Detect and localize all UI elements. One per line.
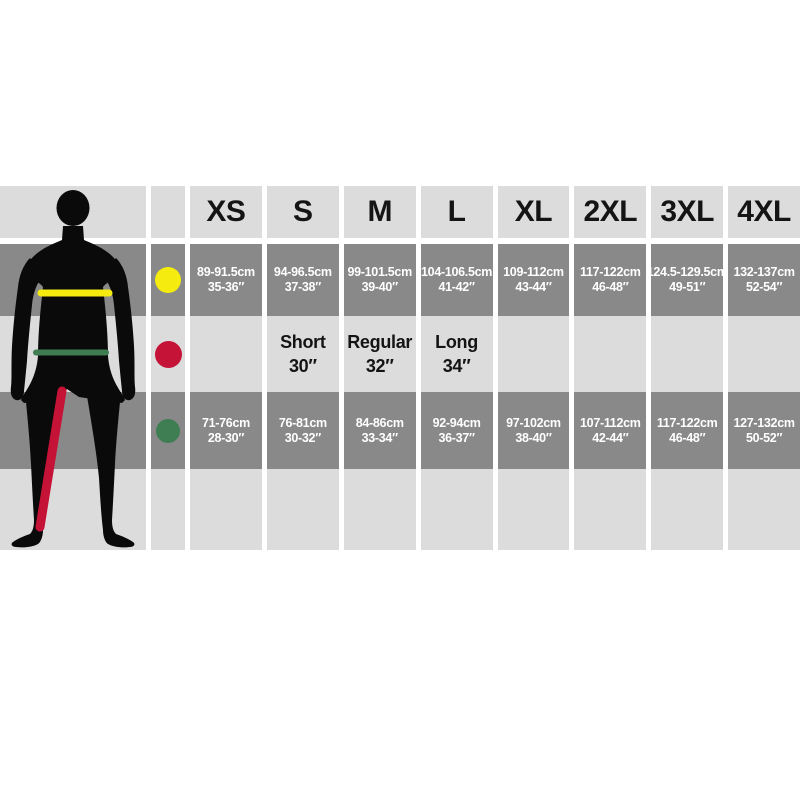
bottom-band xyxy=(190,469,262,550)
chest-xl-in: 43-44″ xyxy=(515,280,552,294)
waist-2xl-cm: 107-112cm xyxy=(580,415,641,430)
cell-chest-2xl xyxy=(574,244,646,316)
cell-chest-l xyxy=(421,244,493,316)
waist-l-cm: 92-94cm xyxy=(432,415,481,430)
cell-chest-m xyxy=(344,244,416,316)
cell-waist-s xyxy=(267,392,339,469)
chest-3xl-in: 49-51″ xyxy=(669,280,706,294)
bottom-band xyxy=(728,469,800,550)
waist-dot-cell xyxy=(151,392,185,469)
size-header-l: L xyxy=(421,186,493,238)
cell-chest-xs xyxy=(190,244,262,316)
figure-band-chest xyxy=(0,244,146,316)
waist-2xl-in: 42-44″ xyxy=(592,430,629,445)
bottom-band xyxy=(0,469,146,550)
size-header-4xl: 4XL xyxy=(728,186,800,238)
cell-chest-3xl xyxy=(646,244,728,316)
cell-length-m xyxy=(344,316,416,392)
chest-2xl-cm: 117-122cm xyxy=(580,265,641,279)
cell-waist-xs xyxy=(190,392,262,469)
chest-xs-in: 35-36″ xyxy=(207,280,245,294)
cell-waist-l xyxy=(421,392,493,469)
figure-band-length xyxy=(0,316,146,392)
chest-dot-cell xyxy=(151,244,185,316)
cell-length-s xyxy=(267,316,339,392)
figure-band-waist xyxy=(0,392,146,469)
chest-m-in: 39-40″ xyxy=(361,280,398,294)
cell-length-xs xyxy=(190,316,262,392)
cell-waist-2xl xyxy=(574,392,646,469)
length-l-in: 34″ xyxy=(442,356,471,376)
cell-length-l xyxy=(421,316,493,392)
dot-column-header-spacer xyxy=(151,186,185,238)
waist-4xl-cm: 127-132cm xyxy=(733,415,795,430)
waist-m-cm: 84-86cm xyxy=(355,415,404,430)
waist-s-in: 30-32″ xyxy=(284,430,321,445)
waist-l-in: 36-37″ xyxy=(438,430,475,445)
length-s-label: Short xyxy=(280,332,326,352)
length-m-label: Regular xyxy=(347,332,413,352)
waist-xs-cm: 71-76cm xyxy=(201,415,250,430)
chest-s-cm: 94-96.5cm xyxy=(273,265,332,279)
bottom-band xyxy=(267,469,339,550)
chest-m-cm: 99-101.5cm xyxy=(347,265,412,279)
cell-waist-4xl xyxy=(728,392,800,469)
waist-m-in: 33-34″ xyxy=(361,430,398,445)
length-s-in: 30″ xyxy=(288,356,317,376)
waist-xl-in: 38-40″ xyxy=(515,430,552,445)
waist-s-cm: 76-81cm xyxy=(278,415,327,430)
cell-chest-s xyxy=(267,244,339,316)
chest-l-cm: 104-106.5cm xyxy=(421,265,493,279)
bottom-band xyxy=(574,469,646,550)
chest-xl-cm: 109-112cm xyxy=(503,265,564,279)
length-marker-dot-icon xyxy=(155,341,182,368)
cell-chest-4xl xyxy=(728,244,800,316)
size-header-s: S xyxy=(267,186,339,238)
chest-marker-dot-icon xyxy=(155,267,181,293)
chest-s-in: 37-38″ xyxy=(284,280,321,294)
size-chart-table xyxy=(0,186,800,550)
chest-2xl-in: 46-48″ xyxy=(592,280,629,294)
chest-4xl-in: 52-54″ xyxy=(745,280,783,294)
waist-3xl-cm: 117-122cm xyxy=(656,415,718,430)
bottom-band xyxy=(151,469,185,550)
size-header-xl: XL xyxy=(498,186,570,238)
cell-length-3xl xyxy=(651,316,723,392)
waist-xs-in: 28-30″ xyxy=(207,430,245,445)
bottom-band xyxy=(498,469,570,550)
cell-length-xl xyxy=(498,316,570,392)
chest-4xl-cm: 132-137cm xyxy=(733,265,795,279)
size-header-m: M xyxy=(344,186,416,238)
chest-3xl-cm: 124.5-129.5cm xyxy=(646,265,728,279)
cell-waist-m xyxy=(344,392,416,469)
cell-chest-xl xyxy=(498,244,570,316)
size-header-3xl: 3XL xyxy=(651,186,723,238)
chest-xs-cm: 89-91.5cm xyxy=(197,265,255,279)
cell-length-2xl xyxy=(574,316,646,392)
figure-column-header-spacer xyxy=(0,186,146,238)
bottom-band xyxy=(651,469,723,550)
waist-3xl-in: 46-48″ xyxy=(669,430,706,445)
bottom-band xyxy=(344,469,416,550)
bottom-band xyxy=(421,469,493,550)
waist-4xl-in: 50-52″ xyxy=(745,430,783,445)
waist-marker-dot-icon xyxy=(156,419,180,443)
length-dot-cell xyxy=(151,316,185,392)
length-m-in: 32″ xyxy=(365,356,394,376)
waist-xl-cm: 97-102cm xyxy=(506,415,561,430)
size-header-2xl: 2XL xyxy=(574,186,646,238)
length-l-label: Long xyxy=(435,332,478,352)
chest-l-in: 41-42″ xyxy=(438,280,475,294)
cell-length-4xl xyxy=(728,316,800,392)
size-header-xs: XS xyxy=(190,186,262,238)
cell-waist-3xl xyxy=(651,392,723,469)
cell-waist-xl xyxy=(498,392,570,469)
